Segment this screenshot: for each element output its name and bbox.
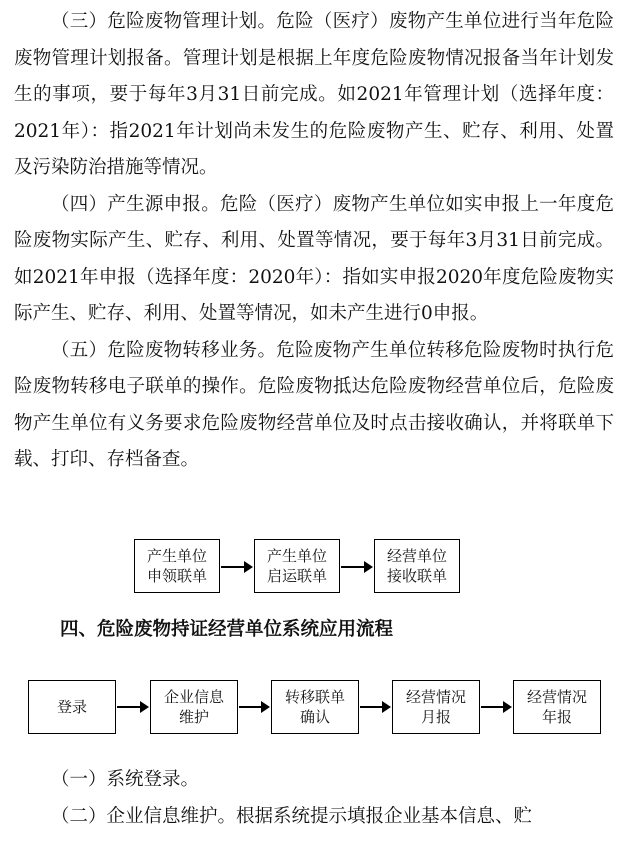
flow1-box-receive: 经营单位 接收联单	[374, 539, 460, 593]
flow1-box-apply: 产生单位 申领联单	[134, 539, 220, 593]
flow2-box-annual: 经营情况 年报	[513, 680, 601, 734]
section3-text	[14, 4, 614, 479]
flow2-box-login: 登录	[28, 680, 116, 734]
flow2-arrow-1	[117, 706, 147, 708]
flow2-box-info: 企业信息 维护	[150, 680, 238, 734]
flow2-arrow-2	[239, 706, 268, 708]
paragraph-transfer-business: （五）危险废物转移业务。危险废物产生单位转移危险废物时执行危险废物转移电子联单的操作。危险废物抵达危险废物经营单位后，危险废物产生单位有义务要求危险废物经营单位及时点击接收确认，并将联单下载、打印、存档备查。	[14, 339, 614, 470]
paragraph-login: （一）系统登录。	[51, 769, 200, 790]
flow1-arrow-2	[341, 566, 371, 568]
flow2-arrow-4	[481, 706, 510, 708]
flow1-arrow-1	[221, 566, 251, 568]
flow1-box-dispatch: 产生单位 启运联单	[254, 539, 340, 593]
paragraph-management-plan: （三）危险废物管理计划。危险（医疗）废物产生单位进行当年危险废物管理计划报备。管理计划是根据上年度危险废物情况报备当年计划发生的事项，要于每年3月31日前完成。如2021年管理计划（选择年度：2021年）：指2021年计划尚未发生的危险废物产生、贮存、利用、处置及污染防治措施等情况。	[14, 11, 614, 178]
flow2-arrow-3	[360, 706, 389, 708]
section4-heading: 四、危险废物持证经营单位系统应用流程	[60, 619, 394, 640]
paragraph-source-declaration: （四）产生源申报。危险（医疗）废物产生单位如实申报上一年度危险废物实际产生、贮存、利用、处置等情况，要于每年3月31日前完成。如2021年申报（选择年度：2020年）：指如实申报2020年度危险废物实际产生、贮存、利用、处置等情况，如未产生进行0申报。	[14, 193, 614, 324]
flow2-box-confirm: 转移联单 确认	[271, 680, 359, 734]
paragraph-info-maintenance: （二）企业信息维护。根据系统提示填报企业基本信息、贮	[51, 805, 533, 827]
section4-text	[14, 762, 614, 835]
flow2-box-monthly: 经营情况 月报	[392, 680, 480, 734]
